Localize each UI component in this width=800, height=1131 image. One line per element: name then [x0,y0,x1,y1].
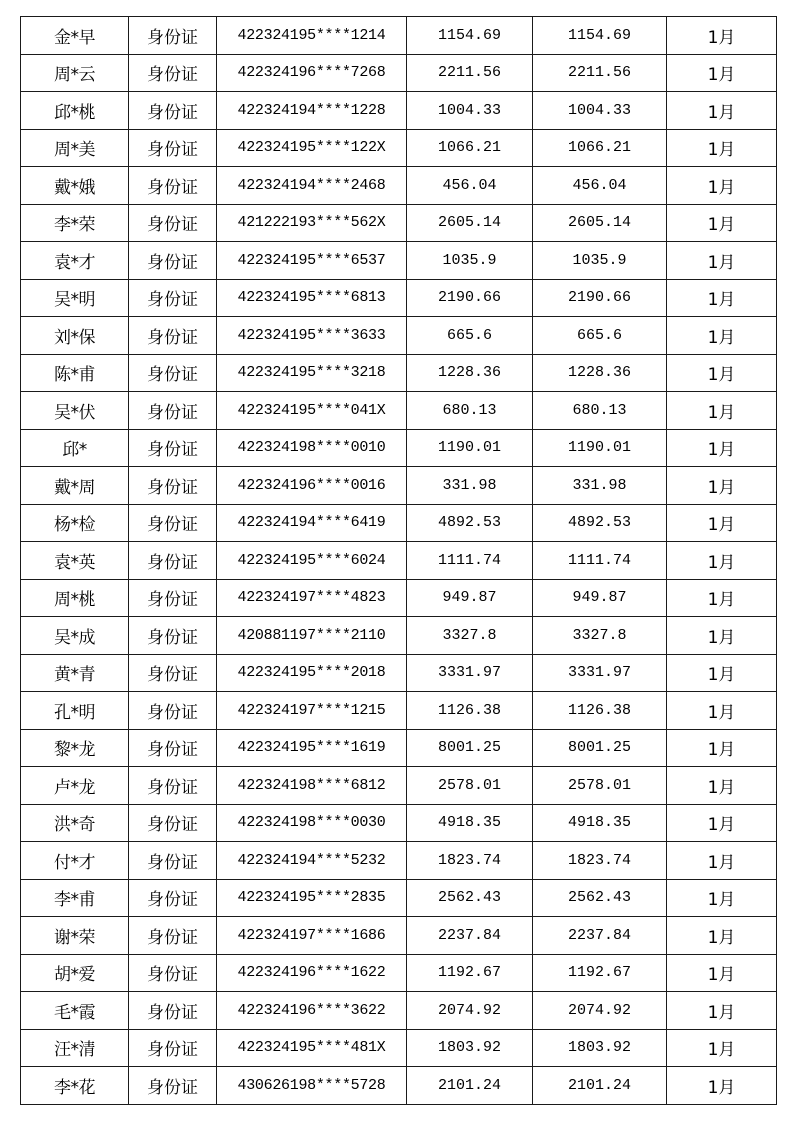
id-type-cell: 身份证 [129,204,217,242]
table-row [21,392,777,430]
amount-cell: 1111.74 [407,542,533,580]
id-number-cell: 430626198****5728 [217,1067,407,1105]
id-number-cell: 422324197****1215 [217,692,407,730]
id-type-cell: 身份证 [129,1029,217,1067]
name-cell: 戴*周 [21,467,129,505]
month-cell: 1月 [667,129,777,167]
month-cell: 1月 [667,617,777,655]
amount-paid-cell: 1228.36 [533,354,667,392]
month-cell: 1月 [667,204,777,242]
id-number-cell: 422324195****6813 [217,279,407,317]
table-row [21,579,777,617]
amount-cell: 949.87 [407,579,533,617]
name-cell: 戴*娥 [21,167,129,205]
name-cell: 袁*英 [21,542,129,580]
amount-cell: 680.13 [407,392,533,430]
amount-paid-cell: 3331.97 [533,654,667,692]
id-type-cell: 身份证 [129,617,217,655]
id-number-cell: 422324194****1228 [217,92,407,130]
name-cell: 袁*才 [21,242,129,280]
month-cell: 1月 [667,654,777,692]
table-row [21,129,777,167]
amount-cell: 1228.36 [407,354,533,392]
table-row [21,54,777,92]
name-cell: 吴*伏 [21,392,129,430]
table-row [21,279,777,317]
id-type-cell: 身份证 [129,654,217,692]
month-cell: 1月 [667,467,777,505]
table-row [21,467,777,505]
amount-paid-cell: 1004.33 [533,92,667,130]
id-number-cell: 422324198****0030 [217,804,407,842]
name-cell: 胡*爱 [21,954,129,992]
table-row [21,692,777,730]
amount-cell: 2190.66 [407,279,533,317]
id-type-cell: 身份证 [129,354,217,392]
table-row [21,729,777,767]
table-row [21,804,777,842]
id-number-cell: 422324197****4823 [217,579,407,617]
table-row [21,167,777,205]
name-cell: 洪*奇 [21,804,129,842]
amount-paid-cell: 2578.01 [533,767,667,805]
month-cell: 1月 [667,1067,777,1105]
id-number-cell: 422324196****1622 [217,954,407,992]
amount-cell: 1823.74 [407,842,533,880]
month-cell: 1月 [667,92,777,130]
name-cell: 金*早 [21,17,129,55]
amount-paid-cell: 1154.69 [533,17,667,55]
id-number-cell: 422324198****0010 [217,429,407,467]
id-type-cell: 身份证 [129,317,217,355]
table-row [21,879,777,917]
name-cell: 付*才 [21,842,129,880]
month-cell: 1月 [667,692,777,730]
name-cell: 周*美 [21,129,129,167]
name-cell: 李*花 [21,1067,129,1105]
amount-paid-cell: 2074.92 [533,992,667,1030]
amount-paid-cell: 680.13 [533,392,667,430]
name-cell: 卢*龙 [21,767,129,805]
amount-cell: 456.04 [407,167,533,205]
id-number-cell: 422324195****3633 [217,317,407,355]
id-type-cell: 身份证 [129,54,217,92]
name-cell: 汪*清 [21,1029,129,1067]
amount-cell: 1190.01 [407,429,533,467]
table-body [21,17,777,1105]
id-number-cell: 422324196****0016 [217,467,407,505]
month-cell: 1月 [667,1029,777,1067]
table-row [21,1029,777,1067]
name-cell: 邱* [21,429,129,467]
name-cell: 周*云 [21,54,129,92]
table-row [21,92,777,130]
id-number-cell: 422324196****7268 [217,54,407,92]
id-type-cell: 身份证 [129,279,217,317]
amount-cell: 2605.14 [407,204,533,242]
id-type-cell: 身份证 [129,392,217,430]
month-cell: 1月 [667,992,777,1030]
id-number-cell: 422324195****2018 [217,654,407,692]
table-row [21,542,777,580]
amount-paid-cell: 1190.01 [533,429,667,467]
id-type-cell: 身份证 [129,167,217,205]
amount-paid-cell: 3327.8 [533,617,667,655]
id-type-cell: 身份证 [129,917,217,955]
id-type-cell: 身份证 [129,17,217,55]
amount-paid-cell: 1192.67 [533,954,667,992]
id-number-cell: 422324195****2835 [217,879,407,917]
name-cell: 邱*桃 [21,92,129,130]
name-cell: 毛*霞 [21,992,129,1030]
amount-cell: 1803.92 [407,1029,533,1067]
table-row [21,617,777,655]
month-cell: 1月 [667,242,777,280]
name-cell: 孔*明 [21,692,129,730]
month-cell: 1月 [667,279,777,317]
name-cell: 杨*检 [21,504,129,542]
name-cell: 吴*成 [21,617,129,655]
month-cell: 1月 [667,429,777,467]
month-cell: 1月 [667,729,777,767]
amount-paid-cell: 665.6 [533,317,667,355]
table-row [21,842,777,880]
amount-paid-cell: 456.04 [533,167,667,205]
table-row [21,204,777,242]
id-number-cell: 422324195****481X [217,1029,407,1067]
table-row [21,917,777,955]
id-type-cell: 身份证 [129,842,217,880]
amount-cell: 2237.84 [407,917,533,955]
month-cell: 1月 [667,354,777,392]
amount-cell: 1004.33 [407,92,533,130]
id-number-cell: 422324195****041X [217,392,407,430]
amount-paid-cell: 8001.25 [533,729,667,767]
amount-cell: 1035.9 [407,242,533,280]
name-cell: 黎*龙 [21,729,129,767]
amount-paid-cell: 331.98 [533,467,667,505]
amount-cell: 2101.24 [407,1067,533,1105]
month-cell: 1月 [667,392,777,430]
id-type-cell: 身份证 [129,429,217,467]
amount-cell: 8001.25 [407,729,533,767]
amount-paid-cell: 4892.53 [533,504,667,542]
id-type-cell: 身份证 [129,729,217,767]
id-type-cell: 身份证 [129,504,217,542]
month-cell: 1月 [667,879,777,917]
table-row [21,429,777,467]
id-type-cell: 身份证 [129,954,217,992]
id-type-cell: 身份证 [129,804,217,842]
id-type-cell: 身份证 [129,129,217,167]
table-row [21,242,777,280]
amount-paid-cell: 1111.74 [533,542,667,580]
id-type-cell: 身份证 [129,879,217,917]
amount-cell: 1154.69 [407,17,533,55]
name-cell: 李*甫 [21,879,129,917]
month-cell: 1月 [667,767,777,805]
month-cell: 1月 [667,804,777,842]
id-type-cell: 身份证 [129,92,217,130]
name-cell: 李*荣 [21,204,129,242]
data-table [20,16,777,1105]
table-row [21,504,777,542]
month-cell: 1月 [667,917,777,955]
id-type-cell: 身份证 [129,242,217,280]
amount-paid-cell: 1823.74 [533,842,667,880]
id-number-cell: 422324195****6537 [217,242,407,280]
month-cell: 1月 [667,54,777,92]
id-number-cell: 422324197****1686 [217,917,407,955]
month-cell: 1月 [667,17,777,55]
name-cell: 刘*保 [21,317,129,355]
id-number-cell: 420881197****2110 [217,617,407,655]
amount-cell: 1192.67 [407,954,533,992]
month-cell: 1月 [667,842,777,880]
amount-cell: 331.98 [407,467,533,505]
month-cell: 1月 [667,579,777,617]
id-number-cell: 422324198****6812 [217,767,407,805]
id-number-cell: 422324194****6419 [217,504,407,542]
amount-cell: 2074.92 [407,992,533,1030]
id-number-cell: 422324195****6024 [217,542,407,580]
amount-paid-cell: 2101.24 [533,1067,667,1105]
name-cell: 谢*荣 [21,917,129,955]
id-number-cell: 421222193****562X [217,204,407,242]
amount-cell: 3331.97 [407,654,533,692]
name-cell: 陈*甫 [21,354,129,392]
table-row [21,354,777,392]
amount-cell: 3327.8 [407,617,533,655]
amount-cell: 665.6 [407,317,533,355]
amount-paid-cell: 2237.84 [533,917,667,955]
amount-cell: 2562.43 [407,879,533,917]
id-type-cell: 身份证 [129,579,217,617]
amount-paid-cell: 1066.21 [533,129,667,167]
table-row [21,1067,777,1105]
month-cell: 1月 [667,167,777,205]
amount-paid-cell: 2190.66 [533,279,667,317]
amount-cell: 1126.38 [407,692,533,730]
id-type-cell: 身份证 [129,992,217,1030]
id-type-cell: 身份证 [129,542,217,580]
table-row [21,654,777,692]
amount-paid-cell: 4918.35 [533,804,667,842]
month-cell: 1月 [667,954,777,992]
amount-paid-cell: 2605.14 [533,204,667,242]
id-type-cell: 身份证 [129,1067,217,1105]
id-type-cell: 身份证 [129,767,217,805]
id-number-cell: 422324195****1619 [217,729,407,767]
id-type-cell: 身份证 [129,692,217,730]
table-row [21,317,777,355]
month-cell: 1月 [667,542,777,580]
id-number-cell: 422324194****2468 [217,167,407,205]
table-row [21,992,777,1030]
amount-paid-cell: 1035.9 [533,242,667,280]
amount-paid-cell: 1803.92 [533,1029,667,1067]
amount-paid-cell: 2211.56 [533,54,667,92]
amount-cell: 4918.35 [407,804,533,842]
month-cell: 1月 [667,504,777,542]
amount-cell: 4892.53 [407,504,533,542]
amount-paid-cell: 1126.38 [533,692,667,730]
month-cell: 1月 [667,317,777,355]
id-number-cell: 422324195****122X [217,129,407,167]
id-number-cell: 422324195****1214 [217,17,407,55]
id-type-cell: 身份证 [129,467,217,505]
amount-cell: 1066.21 [407,129,533,167]
name-cell: 黄*青 [21,654,129,692]
name-cell: 周*桃 [21,579,129,617]
amount-paid-cell: 949.87 [533,579,667,617]
amount-cell: 2211.56 [407,54,533,92]
amount-paid-cell: 2562.43 [533,879,667,917]
table-row [21,954,777,992]
id-number-cell: 422324196****3622 [217,992,407,1030]
id-number-cell: 422324195****3218 [217,354,407,392]
id-number-cell: 422324194****5232 [217,842,407,880]
table-row [21,767,777,805]
table-row [21,17,777,55]
amount-cell: 2578.01 [407,767,533,805]
name-cell: 吴*明 [21,279,129,317]
